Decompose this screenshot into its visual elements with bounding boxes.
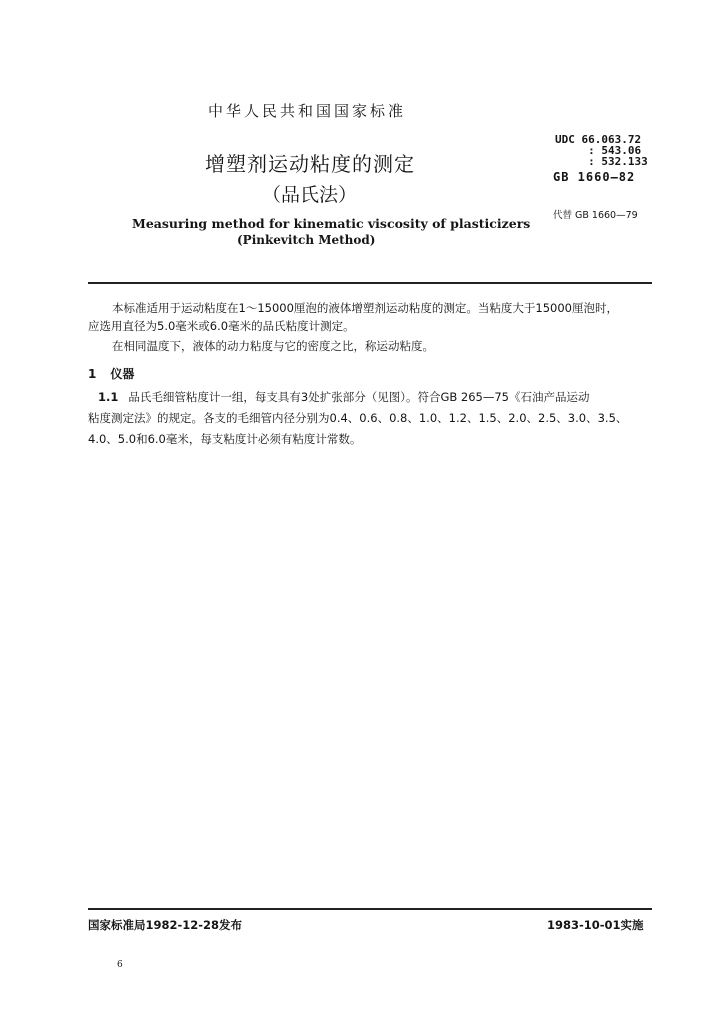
udc-line: : 543.06 (555, 144, 642, 157)
document-title: 增塑剂运动粘度的测定 (205, 152, 415, 176)
english-title: Measuring method for kinematic viscosity of plasticizers (132, 216, 531, 231)
paragraph-scope (88, 299, 658, 335)
section-heading (88, 365, 148, 382)
udc-line: : 532.133 (555, 155, 648, 168)
header-divider (88, 282, 652, 284)
national-standard-header: 中华人民共和国国家标准 (208, 102, 407, 120)
paragraph-definition: 在相同温度下，液体的动力粘度与它的密度之比，称运动粘度。 (112, 339, 434, 353)
english-subtitle: (Pinkevitch Method) (237, 233, 376, 247)
clause-line (88, 387, 658, 408)
paragraph-line: 应选用直径为5.0毫米或6.0毫米的品氏粘度计测定。 (88, 319, 355, 333)
clause-number: 1.1 (98, 390, 119, 404)
page-number: 6 (117, 960, 123, 970)
footer-divider (88, 908, 652, 910)
replaces-standard: 代替 GB 1660—79 (553, 210, 638, 221)
clause-1-1 (88, 387, 658, 450)
clause-text: 品氏毛细管粘度计一组，每支具有3处扩张部分（见图）。符合GB 265—75《石油产品运动 (128, 390, 590, 404)
document-subtitle: （品氏法） (262, 184, 358, 206)
clause-line: 4.0、5.0和6.0毫米，每支粘度计必须有粘度计常数。 (88, 432, 362, 446)
paragraph-line: 本标准适用于运动粘度在1～15000厘泡的液体增塑剂运动粘度的测定。当粘度大于15000厘泡时， (112, 301, 618, 315)
clause-line: 粘度测定法》的规定。各支的毛细管内径分别为0.4、0.6、0.8、1.0、1.2、1.5、2.0、2.5、3.0、3.5、 (88, 411, 628, 425)
section-number: 1 (88, 367, 97, 381)
udc-classification (555, 134, 648, 167)
section-title: 仪器 (110, 367, 135, 381)
gb-number: GB 1660—82 (553, 170, 636, 184)
udc-line: UDC 66.063.72 (555, 133, 642, 146)
effective-date: 1983-10-01实施 (547, 918, 644, 932)
issue-date: 国家标准局1982-12-28发布 (88, 918, 243, 932)
